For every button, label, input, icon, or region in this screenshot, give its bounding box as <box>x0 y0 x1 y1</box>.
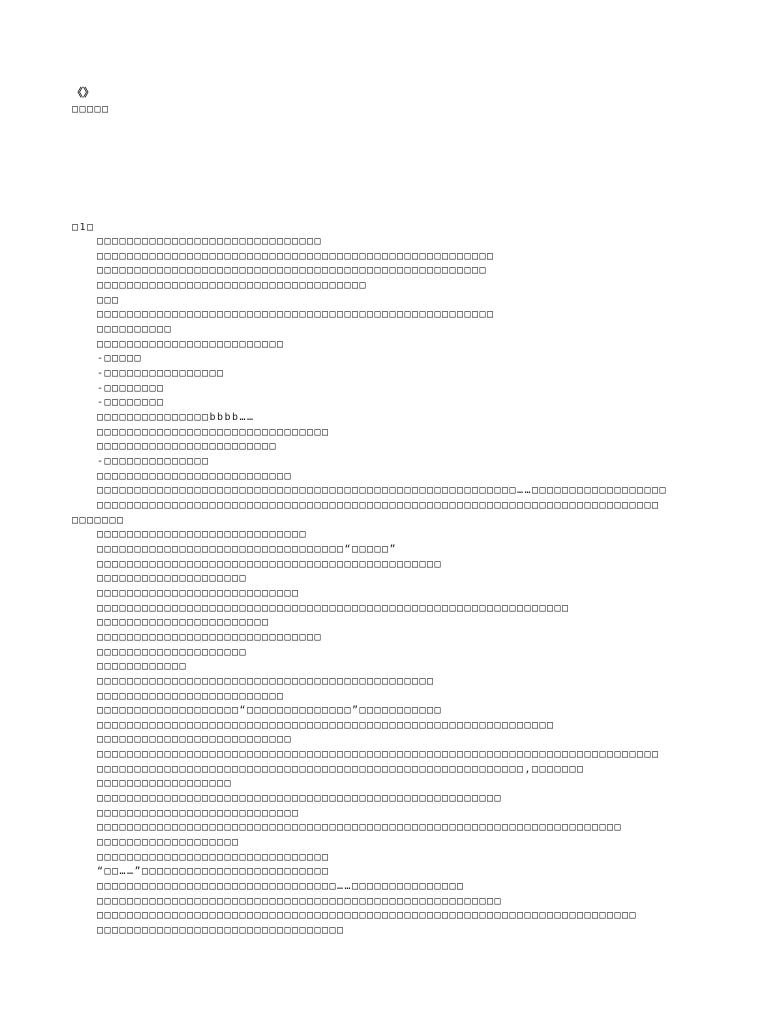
body-line: □□□□□□□□□□□□□□□□□□□□□□□□□□□□□□□□□□□□□□□□□□□□□□□□□□□□□□□□□□□□□□□□□□□□□□□□□□□ <box>97 749 660 761</box>
list-item: -□□□□□□□□□□□□□□ <box>97 456 210 467</box>
body-line: □□□□□□□□□□□□□□□□□□□□□□□□□□□□□□□□□“□□□□□” <box>97 543 398 555</box>
body-line: □□□□□□□□□□□□□□□□□□□□□□□□□□ <box>97 470 293 482</box>
list-item: -□□□□□ <box>97 353 143 365</box>
body-line: □□□□□□□□□□□□□□□□□□□□□□□□□□□□□□□□……□□□□□□□□□□□□□□□ <box>97 881 465 893</box>
body-line: □□□ <box>97 294 120 306</box>
body-line: □□□□□□□□□□□□□□□□□□□□□□□□□□□□□□□□□□□□□□□□□□□□□□□□□□□□□□□□□□□□□□□□□□□□□□□□□□□ <box>97 499 660 511</box>
body-line: □□□□□□□□□□□□□□□□□□□□□□□□□□□□□□□□□□□□□□□□□□□□□□□□□□□□□□□□□□□□□□□□□□□□□□ <box>97 822 623 834</box>
body-line-continuation: □□□□□□□ <box>72 514 125 526</box>
body-line: □□□□□□□□□□□□□□□□□□□□ <box>97 646 248 658</box>
body-line: □□□□□□□□□□□□□□□□□□□□□□□□□□□□□□□□□□□□□□□□□□□□□□□□□□□□□□ <box>97 895 503 907</box>
body-line: □□□□□□□□□□□□□□□□□□□□□□□□□□□□□□□□□□□□□□□□□□□□□□□□□□□□□□□□……□□□□□□□□□□□□□□□□□□ <box>97 485 668 497</box>
body-line: □□□□□□□□□□□□□□□□□□□□□□□□□ <box>97 690 285 702</box>
list-item: -□□□□□□□□□□□□□□□□ <box>97 368 225 380</box>
body-line: □□□□□□□□□□□□□□□□□□□□□□□□□□□□□□□ <box>97 851 330 863</box>
body-line: “□□……”□□□□□□□□□□□□□□□□□□□□□□□□□ <box>97 866 330 878</box>
body-line: □□□□□□□□□□□□□□□□□□□□□□□□ <box>97 441 278 453</box>
body-line: □□□□□□□□□□□□□□□□□□□□□□□□□□□□□□□□□□□□□□□□□□□□□□□□□□□□□ <box>97 250 495 262</box>
body-line: □□□□□□□□□□□□□□□□□□□□□□□□□□□□□□□□□□□□□□□□□□□□□□□□□□□□□ <box>97 309 495 321</box>
body-line: □□□□□□□□□□□□□□□□□□□ <box>97 837 240 849</box>
body-line: □□□□□□□□□□□□□□□□□□□□□□□□□□□□ <box>97 529 308 541</box>
body-line: □□□□□□□□□□ <box>97 324 173 336</box>
body-line: □□□□□□□□□□□□□□□□□□□□ <box>97 573 248 585</box>
body-line: □□□□□□□□□□□□□□□□□□□□□□□□□□□□□□□□□ <box>97 925 345 936</box>
body-line: □□□□□□□□□□□□□□□□□□□□□□□□□□□□□□□ <box>97 426 330 438</box>
body-line: □□□□□□□□□□□□□□□□□□□□□□□□□□□□□□□□□□□□□□□□□□□□□□□□□□□□□□□□□,□□□□□□□ <box>97 763 585 775</box>
body-line: □□□□□□□□□□□□□□□□□□□□□□□ <box>97 617 270 629</box>
body-line: □□□□□□□□□□□□□□□□□□□□□□□□□□□□□□ <box>97 236 323 248</box>
chapter-heading: □1□ <box>72 221 95 233</box>
body-line: □□□□□□□□□□□□□□□□□□□□□□□□□□□□□□□□□□□□□□□□□□□□□□□□□□□□□□□□□□□□□□□ <box>97 602 570 614</box>
body-line: □□□□□□□□□□□□□□□□□□□□□□□□□□□ <box>97 807 300 819</box>
body-line: □□□□□□□□□□□□□□□□□□□□□□□□□□□□□□□□□□□□□□□□□□□□□ <box>97 675 435 687</box>
body-line: □□□□□□□□□□□□□□□□□□□□□□□□□□ <box>97 734 293 746</box>
document-title: 《》 <box>72 86 94 99</box>
body-line: □□□□□□□□□□□□□□□□□□ <box>97 778 233 790</box>
body-line: □□□□□□□□□□□□□□□□□□□□□□□□□ <box>97 338 285 350</box>
list-item: -□□□□□□□□ <box>97 397 165 409</box>
body-line: □□□□□□□□□□□□□□□bbbb…… <box>97 412 255 424</box>
body-line: □□□□□□□□□□□□□□□□□□□□□□□□□□□□□□□□□□□□□□□□□□□□□□□□□□□□ <box>97 265 488 277</box>
body-line: □□□□□□□□□□□□□□□□□□□□□□□□□□□□□□□□□□□□□□□□□□□□□□ <box>97 558 443 570</box>
body-line: □□□□□□□□□□□□□□□□□□□□□□□□□□□□□□□□□□□□□□□□□□□□□□□□□□□□□□□□□□□□□ <box>97 719 555 731</box>
body-line: □□□□□□□□□□□□□□□□□□□“□□□□□□□□□□□□□□”□□□□□□□□□□□ <box>97 705 443 717</box>
body-line: □□□□□□□□□□□□□□□□□□□□□□□□□□□□□□ <box>97 631 323 643</box>
body-line: □□□□□□□□□□□□□□□□□□□□□□□□□□□□□□□□□□□□□□□□□□□□□□□□□□□□□□□□□□□□□□□□□□□□□□□□ <box>97 910 638 922</box>
list-item: -□□□□□□□□ <box>97 382 165 394</box>
body-line: □□□□□□□□□□□□ <box>97 661 188 673</box>
body-line: □□□□□□□□□□□□□□□□□□□□□□□□□□□□□□□□□□□□□□□□□□□□□□□□□□□□□□ <box>97 793 503 805</box>
document-subtitle: □□□□□ <box>72 104 110 115</box>
document-body <box>72 221 762 939</box>
body-line: □□□□□□□□□□□□□□□□□□□□□□□□□□□□□□□□□□□□ <box>97 280 368 292</box>
body-line: □□□□□□□□□□□□□□□□□□□□□□□□□□□ <box>97 587 300 599</box>
